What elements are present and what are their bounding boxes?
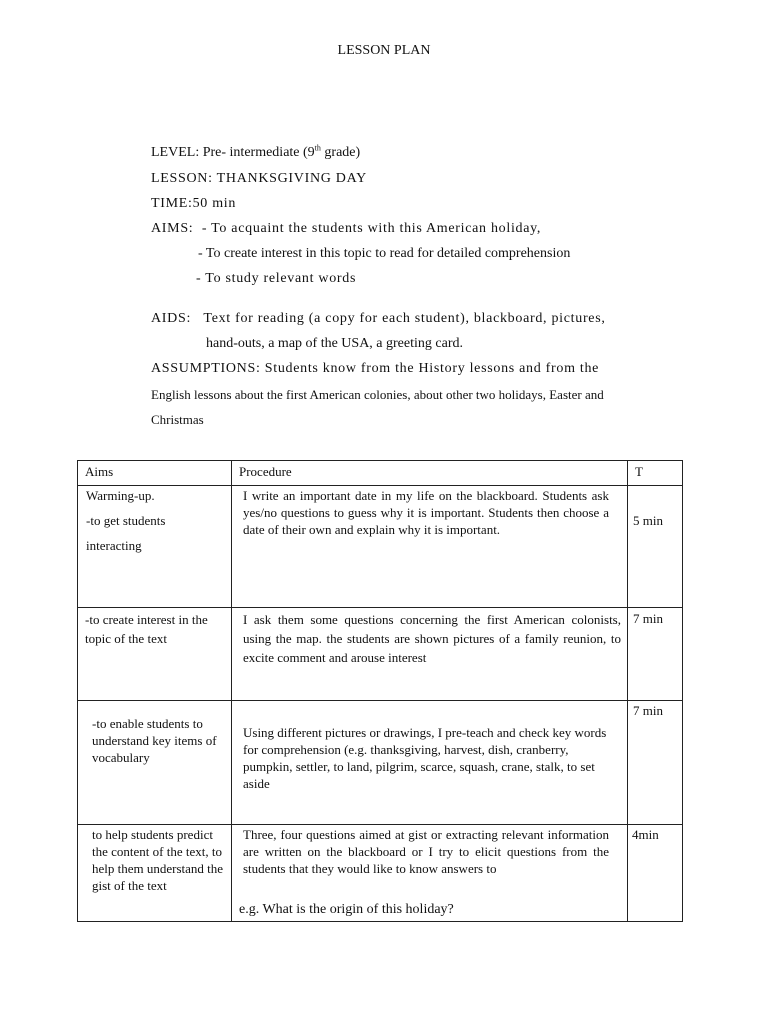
row-4-aims xyxy=(78,825,232,922)
aims-item-3: - To study relevant words xyxy=(196,271,357,286)
header-aims-label: Aims xyxy=(85,464,114,479)
page-title: LESSON PLAN xyxy=(337,43,431,58)
row-1-time-text: 5 min xyxy=(633,513,663,528)
row-1-procedure xyxy=(232,486,628,608)
row-3-procedure-text: Using different pictures or drawings, I pre-teach and check key words for comprehension (e.g. thanksgiving, harvest, dish, cranberry, pumpkin, settler, to land, pilgrim, scarce, squash, crane, stalk, to set aside xyxy=(243,725,607,791)
assumptions-line-1: ASSUMPTIONS: Students know from the History lessons and from the xyxy=(151,361,600,376)
level-value-end: grade) xyxy=(320,145,361,160)
row-4-time xyxy=(628,825,683,922)
table-row xyxy=(78,486,683,608)
row-2-aims-text: -to create interest in the topic of the text xyxy=(85,612,208,646)
row-4-procedure xyxy=(232,825,628,922)
row-1-aims xyxy=(78,486,232,608)
table-header-row xyxy=(78,461,683,486)
row-2-time-text: 7 min xyxy=(633,611,663,626)
header-procedure xyxy=(232,461,628,486)
row-3-time xyxy=(628,701,683,825)
row-1-aims-b: -to get students xyxy=(86,513,166,528)
table-row xyxy=(78,608,683,701)
aims-label: AIMS: xyxy=(151,221,194,236)
aims-item-1: - To acquaint the students with this American holiday, xyxy=(201,221,542,236)
level-line xyxy=(151,144,360,162)
row-3-aims-text: -to enable students to understand key items of vocabulary xyxy=(92,716,217,765)
row-2-time xyxy=(628,608,683,701)
aids-label: AIDS: xyxy=(151,311,192,326)
level-superscript: th xyxy=(314,143,321,153)
row-3-procedure xyxy=(232,701,628,825)
header-aims xyxy=(78,461,232,486)
lesson-plan-table xyxy=(77,460,683,922)
row-4-example: e.g. What is the origin of this holiday? xyxy=(239,902,454,917)
row-2-aims xyxy=(78,608,232,701)
lesson-line: LESSON: THANKSGIVING DAY xyxy=(151,171,367,186)
row-4-aims-text: to help students predict the content of the text, to help them understand the gist of the text xyxy=(92,827,224,893)
level-value: Pre- intermediate (9 xyxy=(202,145,315,160)
row-2-procedure-text: I ask them some questions concerning the first American colonists, using the map. the students are shown pictures of a family reunion, to excite comment and arouse interest xyxy=(243,612,621,665)
row-3-time-text: 7 min xyxy=(633,703,663,718)
row-1-aims-c: interacting xyxy=(86,538,142,553)
row-1-procedure-text: I write an important date in my life on the blackboard. Students ask yes/no questions to guess why it is important. Students then choose a date of their own and explain why it is important. xyxy=(243,488,609,537)
header-time-label: T xyxy=(635,464,643,479)
table-row xyxy=(78,825,683,922)
row-1-time xyxy=(628,486,683,608)
row-1-aims-a: Warming-up. xyxy=(86,488,155,503)
header-procedure-label: Procedure xyxy=(239,464,292,479)
aids-text: Text for reading (a copy for each student), blackboard, pictures, xyxy=(203,311,606,326)
aims-item-2: - To create interest in this topic to read for detailed comprehension xyxy=(198,246,571,261)
assumptions-line-2: English lessons about the first American colonies, about other two holidays, Easter and xyxy=(151,387,604,402)
time-line: TIME:50 min xyxy=(151,196,237,211)
level-label: LEVEL: xyxy=(151,145,200,160)
assumptions-line-3: Christmas xyxy=(151,412,204,427)
aims-line-1 xyxy=(151,220,541,238)
row-2-procedure xyxy=(232,608,628,701)
aids-line-2: hand-outs, a map of the USA, a greeting card. xyxy=(206,336,463,351)
row-3-aims xyxy=(78,701,232,825)
row-4-procedure-text: Three, four questions aimed at gist or extracting relevant information are written on the blackboard or I try to elicit questions from the students that they would like to know answers to xyxy=(243,827,609,876)
row-4-time-text: 4min xyxy=(632,827,659,842)
aids-line-1 xyxy=(151,310,606,328)
table-row xyxy=(78,701,683,825)
header-time xyxy=(628,461,683,486)
